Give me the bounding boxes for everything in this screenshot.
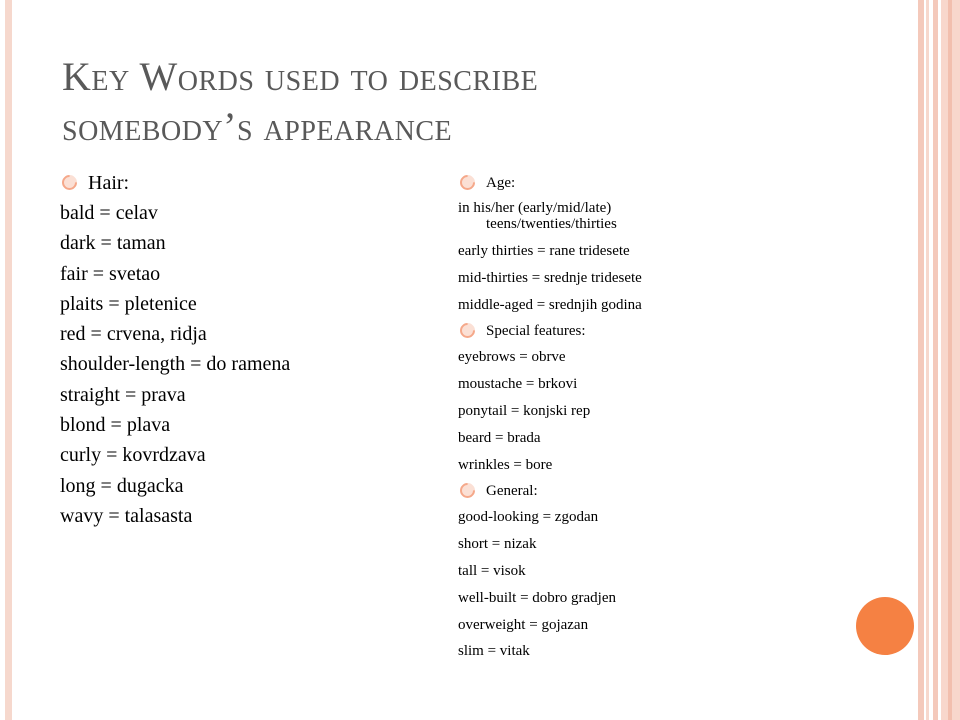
general-item: good-looking = zgodan <box>458 509 599 526</box>
special-item: wrinkles = bore <box>458 456 553 473</box>
general-item: overweight = gojazan <box>458 616 589 633</box>
hair-item: bald = celav <box>60 202 158 224</box>
hair-item: long = dugacka <box>60 474 184 497</box>
slide-title <box>62 52 882 152</box>
general-item: tall = visok <box>458 562 526 579</box>
general-item: slim = vitak <box>458 643 530 660</box>
hair-item: red = crvena, ridja <box>60 323 207 346</box>
hair-item: plaits = pletenice <box>60 292 197 315</box>
hair-item: fair = svetao <box>60 262 161 285</box>
details-column <box>458 170 898 665</box>
special-item: moustache = brkovi <box>458 376 578 393</box>
slide-title-line-1: Key Words used to describe <box>62 54 539 99</box>
hair-item: wavy = talasasta <box>60 504 193 527</box>
hair-item: shoulder-length = do ramena <box>60 353 291 376</box>
age-item-line-b: teens/twenties/thirties <box>486 216 617 232</box>
slide-frame-stripe <box>926 0 929 720</box>
special-item: eyebrows = obrve <box>458 349 566 366</box>
slide-frame-left <box>5 0 12 720</box>
accent-circle <box>856 597 914 655</box>
hair-item: straight = prava <box>60 383 186 406</box>
slide-frame-stripe <box>948 0 952 720</box>
slide-frame-stripe <box>918 0 924 720</box>
special-features-heading: Special features: <box>458 318 898 344</box>
age-item: early thirties = rane tridesete <box>458 243 630 259</box>
hair-item: blond = plava <box>60 414 171 437</box>
hair-heading: Hair: <box>60 168 450 198</box>
hair-item: dark = taman <box>60 232 166 255</box>
general-heading: General: <box>458 478 898 504</box>
age-item-wrapped <box>458 196 898 238</box>
general-item: well-built = dobro gradjen <box>458 589 617 606</box>
hair-item: curly = kovrdzava <box>60 444 206 467</box>
hair-column <box>60 168 450 531</box>
age-item-line-a: in his/her (early/mid/late) <box>458 200 612 216</box>
age-item: middle-aged = srednjih godina <box>458 296 642 313</box>
age-heading: Age: <box>458 170 898 196</box>
age-item: mid-thirties = srednje tridesete <box>458 269 642 286</box>
slide-title-line-2: somebody’s appearance <box>62 104 453 149</box>
slide-frame-stripe <box>933 0 938 720</box>
special-item: ponytail = konjski rep <box>458 402 591 419</box>
general-item: short = nizak <box>458 536 537 553</box>
special-item: beard = brada <box>458 429 541 446</box>
